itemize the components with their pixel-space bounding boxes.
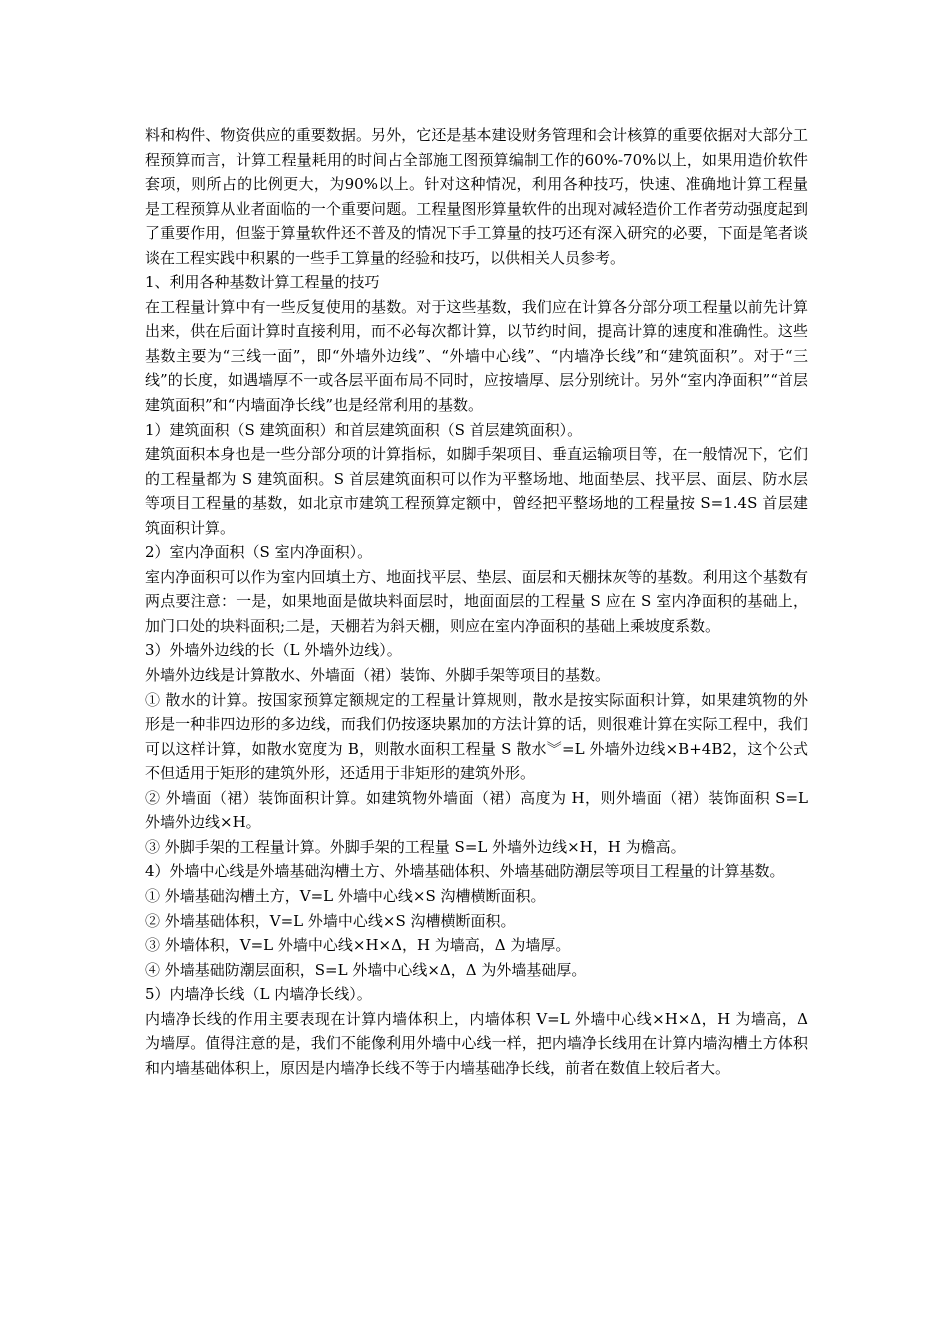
subheading-outer-wall-outline: 3）外墙外边线的长（L 外墙外边线）。	[145, 641, 402, 660]
list-item-trench-earthwork: ① 外墙基础沟槽土方，V=L 外墙中心线×S 沟槽横断面积。	[145, 886, 546, 905]
list-item-wall-decoration: ② 外墙面（裙）装饰面积计算。如建筑物外墙面（裙）高度为 H，则外墙面（裙）装饰面积 S=L 外墙外边线×H。	[145, 788, 808, 832]
outer-wall-outline-paragraph: 外墙外边线是计算散水、外墙面（裙）装饰、外脚手架等项目的基数。	[145, 666, 611, 685]
list-item-wall-volume: ③ 外墙体积，V=L 外墙中心线×H×Δ，H 为墙高，Δ 为墙厚。	[145, 936, 571, 955]
base-numbers-paragraph: 在工程量计算中有一些反复使用的基数。对于这些基数，我们应在计算各分部分项工程量以前先计算出来，供在后面计算时直接利用，而不必每次都计算，以节约时间，提高计算的速度和准确性。这些基数主要为“三线一面”，即“外墙外边线”、“外墙中心线”、“内墙净长线”和“建筑面积”。对于“三线”的长度，如遇墙厚不一或各层平面布局不同时，应按墙厚、层分别统计。另外“室内净面积”“首层建筑面积”和“内墙面净长线”也是经常利用的基数。	[145, 297, 808, 415]
building-area-paragraph: 建筑面积本身也是一些分部分项的计算指标，如脚手架项目、垂直运输项目等，在一般情况下，它们的工程量都为 S 建筑面积。S 首层建筑面积可以作为平整场地、地面垫层、找平层、面层、防水层等项目工程量的基数，如北京市建筑工程预算定额中，曾经把平整场地的工程量按 S=1.4S 首层建筑面积计算。	[145, 445, 808, 537]
intro-paragraph: 料和构件、物资供应的重要数据。另外，它还是基本建设财务管理和会计核算的重要依据对大部分工程预算而言，计算工程量耗用的时间占全部施工图预算编制工作的60%-70%以上，如果用造价软件套项，则所占的比例更大，为90%以上。针对这种情况，利用各种技巧，快速、准确地计算工程量是工程预算从业者面临的一个重要问题。工程量图形算量软件的出现对减轻造价工作者劳动强度起到了重要作用，但鉴于算量软件还不普及的情况下手工算量的技巧还有深入研究的必要，下面是笔者谈谈在工程实践中积累的一些手工算量的经验和技巧，以供相关人员参考。	[145, 126, 808, 267]
list-item-foundation-volume: ② 外墙基础体积，V=L 外墙中心线×S 沟槽横断面积。	[145, 911, 516, 930]
section-heading-1: 1、利用各种基数计算工程量的技巧	[145, 273, 380, 292]
subheading-indoor-net-area: 2）室内净面积（S 室内净面积）。	[145, 543, 373, 562]
subheading-outer-wall-centerline: 4）外墙中心线是外墙基础沟槽土方、外墙基础体积、外墙基础防潮层等项目工程量的计算基数。	[145, 862, 785, 881]
document-body	[145, 123, 808, 1080]
subheading-inner-wall-net-length: 5）内墙净长线（L 内墙净长线）。	[145, 985, 372, 1004]
indoor-net-area-paragraph: 室内净面积可以作为室内回填土方、地面找平层、垫层、面层和天棚抹灰等的基数。利用这个基数有两点要注意：一是，如果地面是做块料面层时，地面面层的工程量 S 应在 S 室内净面积的基础上，加门口处的块料面积;二是，天棚若为斜天棚，则应在室内净面积的基础上乘坡度系数。	[145, 567, 808, 635]
inner-wall-net-length-paragraph: 内墙净长线的作用主要表现在计算内墙体积上，内墙体积 V=L 外墙中心线×H×Δ，H 为墙高，Δ 为墙厚。值得注意的是，我们不能像利用外墙中心线一样，把内墙净长线用在计算内墙沟槽土方体积和内墙基础体积上，原因是内墙净长线不等于内墙基础净长线，前者在数值上较后者大。	[145, 1009, 808, 1077]
subheading-building-area: 1）建筑面积（S 建筑面积）和首层建筑面积（S 首层建筑面积）。	[145, 420, 583, 439]
list-item-damp-proof-layer: ④ 外墙基础防潮层面积，S=L 外墙中心线×Δ，Δ 为外墙基础厚。	[145, 960, 587, 979]
list-item-apron: ① 散水的计算。按国家预算定额规定的工程量计算规则，散水是按实际面积计算，如果建筑物的外形是一种非四边形的多边线，而我们仍按逐块累加的方法计算的话，则很难计算在实际工程中，我们可以这样计算，如散水宽度为 B，则散水面积工程量 S 散水︾=L 外墙外边线×B+4B2，这个公式不但适用于矩形的建筑外形，还适用于非矩形的建筑外形。	[145, 690, 808, 783]
list-item-scaffold: ③ 外脚手架的工程量计算。外脚手架的工程量 S=L 外墙外边线×H，H 为檐高。	[145, 837, 686, 856]
